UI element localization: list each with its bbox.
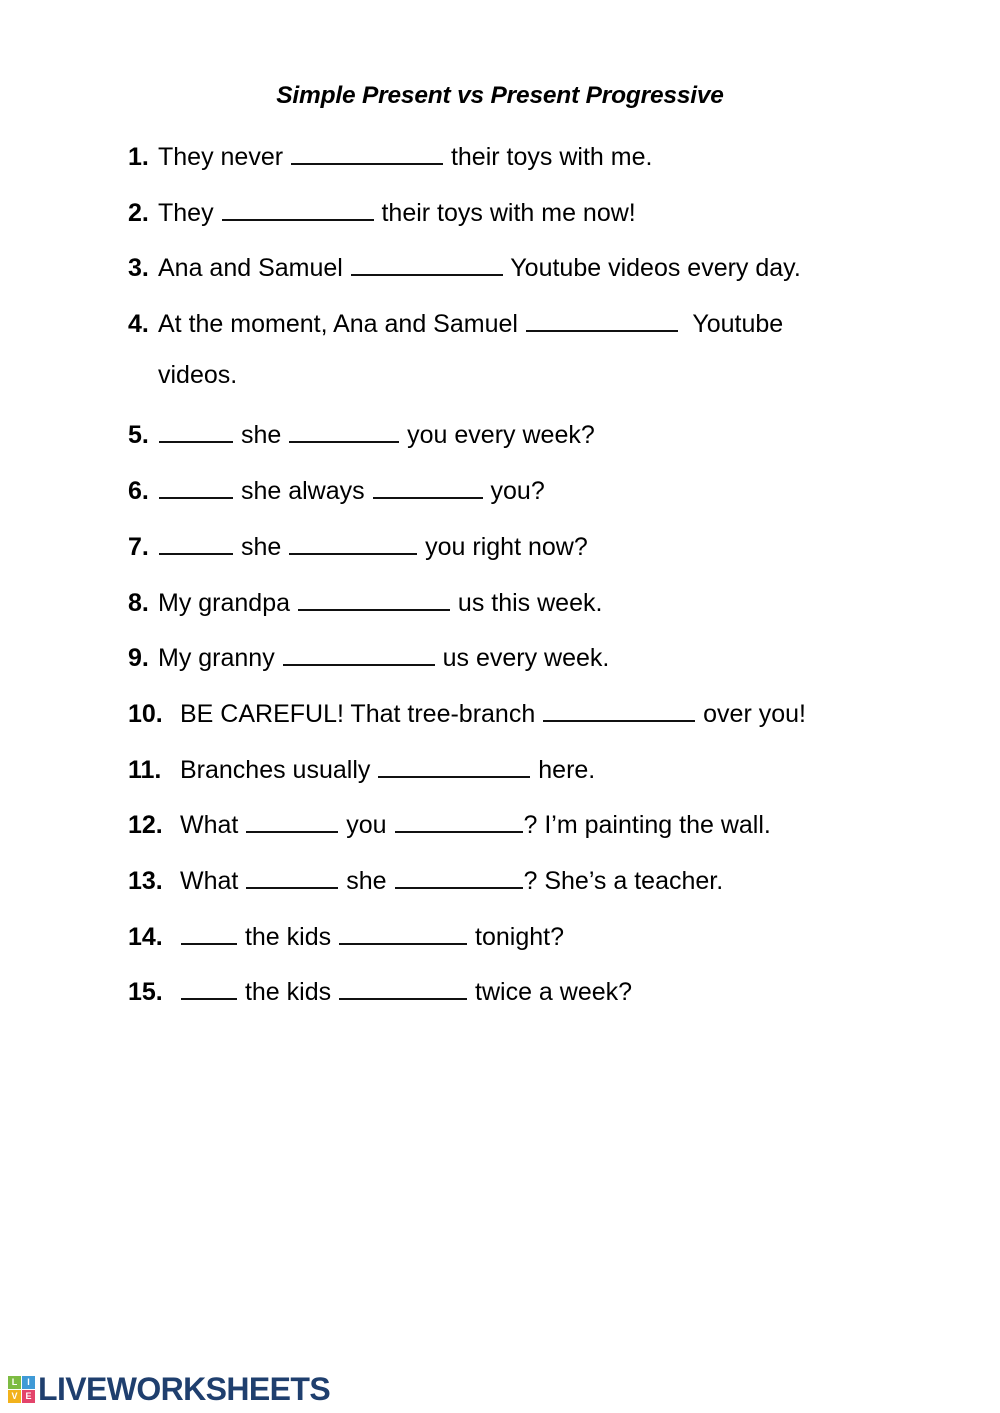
logo-tile-i-icon: I <box>22 1376 35 1389</box>
exercise-item <box>128 808 928 864</box>
sentence-text: you? <box>483 477 545 506</box>
sentence-text: Ana and Samuel <box>158 254 350 283</box>
sentence-text: tonight? <box>468 922 564 951</box>
answer-blank[interactable] <box>351 251 503 276</box>
answer-blank[interactable] <box>395 864 523 889</box>
answer-blank[interactable] <box>246 808 338 833</box>
item-number: 10. <box>128 699 163 728</box>
sentence-text: What <box>180 811 246 840</box>
exercise-item <box>128 864 928 920</box>
item-sentence <box>180 753 595 783</box>
exercise-item <box>128 753 928 809</box>
item-number: 11. <box>128 755 162 784</box>
exercise-item <box>128 975 928 1031</box>
answer-blank[interactable] <box>289 418 399 443</box>
item-number: 2. <box>128 198 149 227</box>
sentence-text: she <box>234 421 289 450</box>
item-number: 3. <box>128 254 149 283</box>
item-number: 8. <box>128 588 149 617</box>
item-sentence <box>158 196 636 226</box>
sentence-text: you every week? <box>400 421 595 450</box>
item-sentence <box>158 474 545 504</box>
item-number: 1. <box>128 143 149 171</box>
sentence-text: Youtube <box>678 310 784 339</box>
sentence-text: BE CAREFUL! That tree-branch <box>180 699 543 728</box>
exercise-item <box>128 307 928 363</box>
answer-blank[interactable] <box>159 418 233 443</box>
sentence-text: here. <box>531 755 596 784</box>
answer-blank[interactable] <box>298 586 450 611</box>
answer-blank[interactable] <box>159 474 233 499</box>
item-number: 9. <box>128 644 149 673</box>
answer-blank[interactable] <box>289 530 417 555</box>
exercise-item <box>128 140 928 196</box>
sentence-text: My granny <box>158 644 282 673</box>
answer-blank[interactable] <box>181 975 237 1000</box>
item-number: 7. <box>128 532 149 561</box>
item-sentence <box>158 140 652 170</box>
page-title: Simple Present vs Present Progressive <box>276 82 724 109</box>
sentence-text: she <box>234 532 289 561</box>
answer-blank[interactable] <box>373 474 483 499</box>
sentence-text: They never <box>158 143 291 171</box>
item-number: 4. <box>128 310 149 339</box>
item-sentence <box>180 697 806 727</box>
item-sentence <box>158 418 595 448</box>
item-number: 5. <box>128 421 149 450</box>
sentence-text: you <box>339 811 394 840</box>
item-sentence <box>158 251 801 281</box>
logo-tile-e-icon: E <box>22 1390 35 1403</box>
exercise-item <box>128 920 928 976</box>
answer-blank[interactable] <box>526 307 678 332</box>
sentence-text: us every week. <box>435 644 610 673</box>
item-sentence <box>158 307 783 337</box>
sentence-text: Branches usually <box>180 755 378 784</box>
item-number: 6. <box>128 477 149 506</box>
logo-wordmark: LIVEWORKSHEETS <box>38 1371 331 1407</box>
exercise-item <box>128 641 928 697</box>
sentence-text: What <box>180 866 246 895</box>
item-number: 12. <box>128 811 163 840</box>
item-sentence <box>158 530 588 560</box>
sentence-text: Youtube videos every day. <box>503 254 801 283</box>
sentence-text: ? I’m painting the wall. <box>523 811 771 840</box>
answer-blank[interactable] <box>246 864 338 889</box>
item-sentence <box>180 864 723 894</box>
logo-tile-l-icon: L <box>8 1376 21 1389</box>
answer-blank[interactable] <box>543 697 695 722</box>
sentence-text: the kids <box>238 978 339 1007</box>
sentence-text: she <box>339 866 394 895</box>
sentence-text: us this week. <box>450 588 603 617</box>
sentence-text: the kids <box>238 922 339 951</box>
sentence-text: their toys with me now! <box>374 198 636 227</box>
item-number: 14. <box>128 922 163 951</box>
answer-blank[interactable] <box>395 808 523 833</box>
sentence-text: They <box>158 198 221 227</box>
exercise-item <box>128 196 928 252</box>
answer-blank[interactable] <box>222 196 374 221</box>
exercise-item <box>128 418 928 474</box>
sentence-text: At the moment, Ana and Samuel <box>158 310 525 339</box>
logo-tiles <box>8 1376 35 1403</box>
exercise-item <box>128 251 928 307</box>
item-number: 15. <box>128 978 163 1007</box>
item-sentence <box>158 586 602 616</box>
sentence-text: over you! <box>696 699 806 728</box>
answer-blank[interactable] <box>339 920 467 945</box>
answer-blank[interactable] <box>291 140 443 165</box>
exercise-item-continuation <box>128 360 928 419</box>
answer-blank[interactable] <box>181 920 237 945</box>
liveworksheets-logo <box>8 1373 330 1405</box>
logo-tile-v-icon: V <box>8 1390 21 1403</box>
item-number: 13. <box>128 866 163 895</box>
answer-blank[interactable] <box>159 530 233 555</box>
exercise-list <box>128 140 928 1031</box>
exercise-item <box>128 697 928 753</box>
sentence-text: My grandpa <box>158 588 297 617</box>
sentence-text: videos. <box>158 360 238 389</box>
sentence-text: twice a week? <box>468 978 633 1007</box>
item-sentence <box>158 641 609 671</box>
answer-blank[interactable] <box>339 975 467 1000</box>
exercise-item <box>128 586 928 642</box>
item-sentence <box>180 920 564 950</box>
answer-blank[interactable] <box>283 641 435 666</box>
item-sentence <box>180 808 771 838</box>
sentence-text: you right now? <box>418 532 588 561</box>
sentence-text: ? She’s a teacher. <box>523 866 724 895</box>
answer-blank[interactable] <box>378 753 530 778</box>
exercise-item <box>128 530 928 586</box>
item-sentence <box>180 975 632 1005</box>
sentence-text: she always <box>234 477 372 506</box>
sentence-text: their toys with me. <box>444 143 653 171</box>
exercise-item <box>128 474 928 530</box>
